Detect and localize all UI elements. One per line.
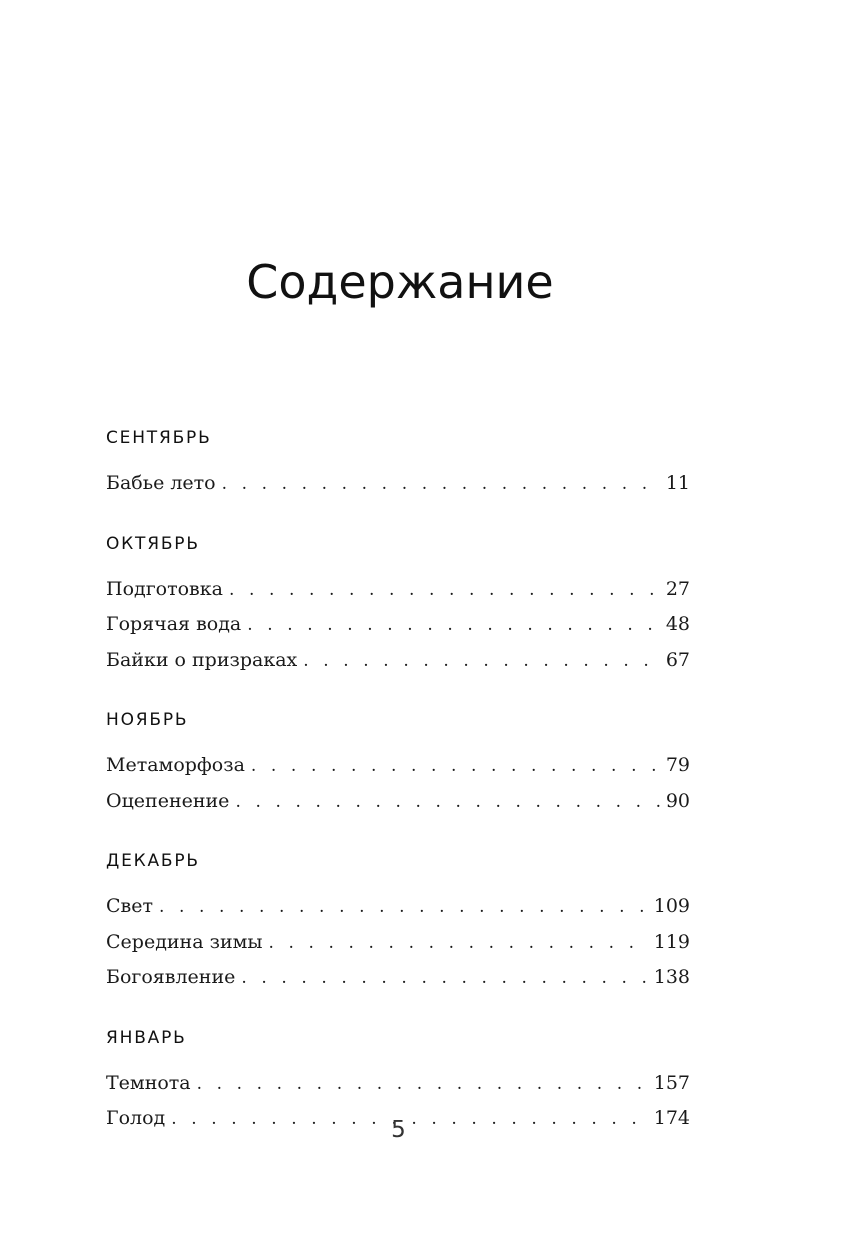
entry-page-number: 138 <box>653 966 690 988</box>
dot-leader <box>251 749 662 785</box>
entry-title: Середина зимы <box>106 930 263 953</box>
toc-section-september <box>106 420 690 502</box>
toc-section-november <box>106 702 690 819</box>
toc-entry[interactable] <box>106 643 690 679</box>
section-heading: ОКТЯБРЬ <box>106 533 200 554</box>
table-of-contents <box>106 420 690 1161</box>
entry-title: Богоявление <box>106 966 236 988</box>
toc-entry[interactable] <box>106 607 690 643</box>
entry-page-number: 79 <box>665 754 690 776</box>
entry-page-number: 90 <box>665 789 690 812</box>
dot-leader <box>303 644 662 680</box>
entry-title: Свет <box>106 895 153 917</box>
dot-leader <box>197 1067 650 1103</box>
entry-title: Подготовка <box>106 577 223 600</box>
toc-entry[interactable] <box>106 1066 690 1102</box>
dot-leader <box>235 785 661 821</box>
toc-entry[interactable] <box>106 466 690 502</box>
entry-page-number: 119 <box>653 930 690 953</box>
toc-entry[interactable] <box>106 572 690 608</box>
entry-page-number: 11 <box>665 472 690 494</box>
section-heading: НОЯБРЬ <box>106 710 189 730</box>
dot-leader <box>159 890 650 926</box>
page-number: 5 <box>391 1117 406 1143</box>
section-heading: ДЕКАБРЬ <box>106 851 200 871</box>
entry-title: Оцепенение <box>106 789 230 812</box>
entry-title: Бабье лето <box>106 472 216 494</box>
entry-page-number: 27 <box>665 577 690 600</box>
toc-entry[interactable] <box>106 925 690 961</box>
entry-title: Темнота <box>106 1071 191 1094</box>
toc-section-october <box>106 526 690 679</box>
page-title: Содержание <box>246 255 554 309</box>
dot-leader <box>269 926 650 962</box>
toc-entry[interactable] <box>106 784 690 820</box>
entry-page-number: 48 <box>665 613 690 635</box>
dot-leader <box>241 961 649 997</box>
entry-page-number: 174 <box>653 1107 690 1129</box>
toc-entry[interactable] <box>106 960 690 996</box>
entry-page-number: 67 <box>665 648 690 671</box>
dot-leader <box>229 573 662 609</box>
toc-entry[interactable] <box>106 748 690 784</box>
entry-page-number: 157 <box>653 1071 690 1094</box>
section-heading: СЕНТЯБРЬ <box>106 428 212 448</box>
entry-title: Горячая вода <box>106 613 242 635</box>
entry-page-number: 109 <box>653 895 690 917</box>
entry-title: Метаморфоза <box>106 754 245 776</box>
entry-title: Голод <box>106 1107 166 1129</box>
section-heading: ЯНВАРЬ <box>106 1027 187 1048</box>
toc-entry[interactable] <box>106 889 690 925</box>
dot-leader <box>247 608 662 644</box>
toc-section-december <box>106 843 690 996</box>
dot-leader <box>222 467 662 503</box>
entry-title: Байки о призраках <box>106 648 298 671</box>
